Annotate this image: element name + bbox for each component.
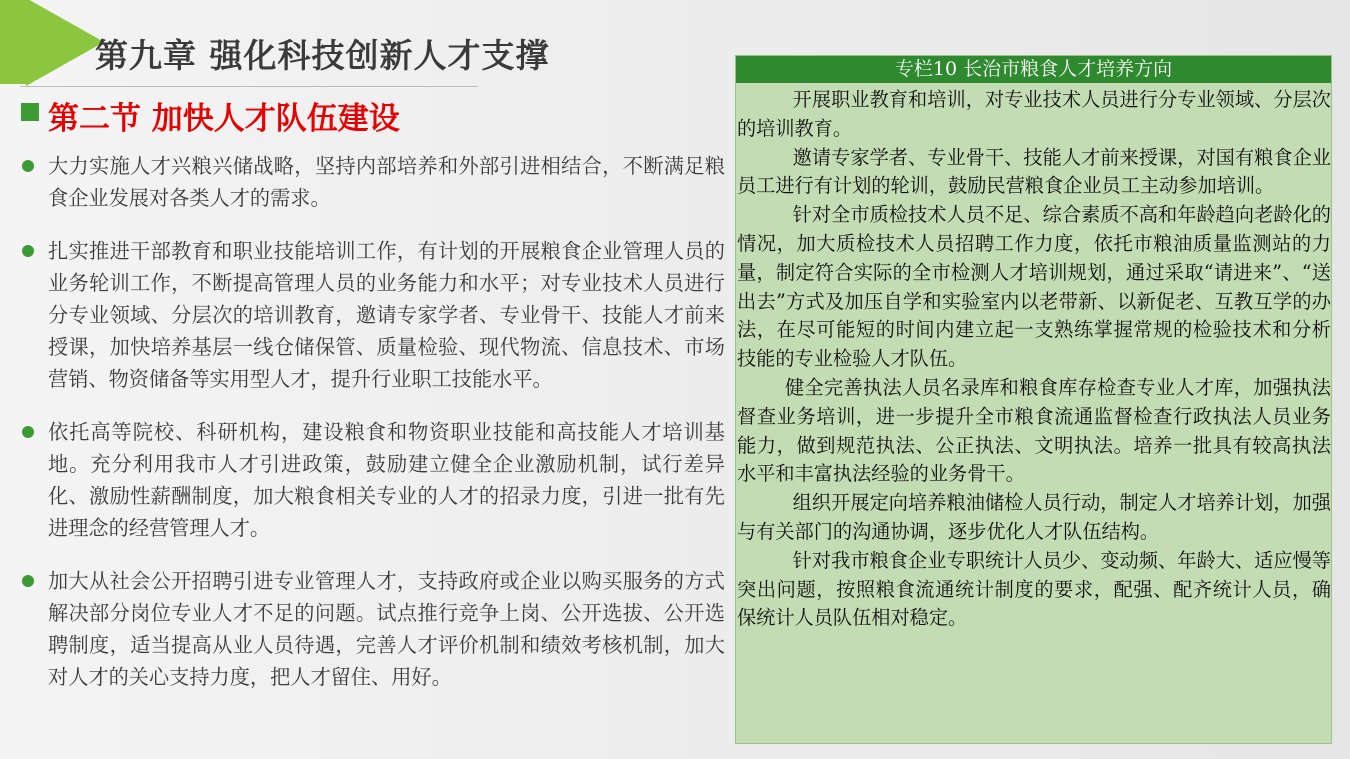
bullet-dot-icon <box>22 575 34 587</box>
chapter-title: 第九章 强化科技创新人才支撑 <box>95 36 550 75</box>
corner-accent-bar <box>0 0 26 84</box>
panel-title: 专栏10 长治市粮食人才培养方向 <box>736 56 1331 83</box>
section-title: 第二节 加快人才队伍建设 <box>48 101 400 137</box>
panel-paragraph: 健全完善执法人员名录库和粮食库存检查专业人才库，加强执法督查业务培训，进一步提升全市粮食流通监督检查行政执法人员业务能力，做到规范执法、公正执法、文明执法。培养一批具有较高执法水平和丰富执法经验的业务骨干。 <box>737 375 1331 486</box>
bullet-text: 加大从社会公开招聘引进专业管理人才，支持政府或企业以购买服务的方式解决部分岗位专业人才不足的问题。试点推行竞争上岗、公开选拔、公开选聘制度，适当提高从业人员待遇，完善人才评价机制和绩效考核机制，加大对人才的关心支持力度，把人才留住、用好。 <box>48 569 725 689</box>
corner-accent-triangle <box>26 0 104 86</box>
panel-paragraph: 邀请专家学者、专业骨干、技能人才前来授课，对国有粮食企业员工进行有计划的轮训，鼓励民营粮食企业员工主动参加培训。 <box>737 145 1331 198</box>
bullet-text: 依托高等院校、科研机构，建设粮食和物资职业技能和高技能人才培训基地。充分利用我市人才引进政策，鼓励建立健全企业激励机制，试行差异化、激励性薪酬制度，加大粮食相关专业的人才的招录力度，引进一批有先进理念的经营管理人才。 <box>48 420 725 540</box>
bullet-text: 扎实推进干部教育和职业技能培训工作，有计划的开展粮食企业管理人员的业务轮训工作，不断提高管理人员的业务能力和水平；对专业技术人员进行分专业领域、分层次的培训教育，邀请专家学者、专业骨干、技能人才前来授课，加快培养基层一线仓储保管、质量检验、现代物流、信息技术、市场营销、物资储备等实用型人才，提升行业职工技能水平。 <box>48 239 725 391</box>
title-divider <box>20 86 478 87</box>
panel-paragraph: 开展职业教育和培训，对专业技术人员进行分专业领域、分层次的培训教育。 <box>737 88 1331 140</box>
panel-paragraph: 针对全市质检技术人员不足、综合素质不高和年龄趋向老龄化的情况，加大质检技术人员招聘工作力度，依托市粮油质量监测站的力量，制定符合实际的全市检测人才培训规划，通过采取“请进来”、“送出去”方式及加压自学和实验室内以老带新、以新促老、互教互学的办法，在尽可能短的时间内建立起一支熟练掌握常规的检验技术和分析技能的专业检验人才队伍。 <box>737 203 1331 371</box>
panel-paragraph: 针对我市粮食企业专职统计人员少、变动频、年龄大、适应慢等突出问题，按照粮食流通统计制度的要求，配强、配齐统计人员，确保统计人员队伍相对稳定。 <box>737 548 1331 630</box>
section-square-icon <box>21 103 39 121</box>
panel-paragraph: 组织开展定向培养粮油储检人员行动，制定人才培养计划，加强与有关部门的沟通协调，逐步优化人才队伍结构。 <box>737 491 1331 543</box>
bullet-dot-icon <box>22 245 34 257</box>
bullet-dot-icon <box>22 426 34 438</box>
list-item <box>20 565 725 693</box>
panel-body <box>736 83 1331 633</box>
bullet-text: 大力实施人才兴粮兴储战略，坚持内部培养和外部引进相结合，不断满足粮食企业发展对各类人才的需求。 <box>48 154 725 210</box>
list-item <box>20 235 725 395</box>
bullet-list <box>20 150 725 714</box>
list-item <box>20 150 725 214</box>
sidebar-panel <box>735 55 1332 744</box>
bullet-dot-icon <box>22 160 34 172</box>
list-item <box>20 416 725 544</box>
